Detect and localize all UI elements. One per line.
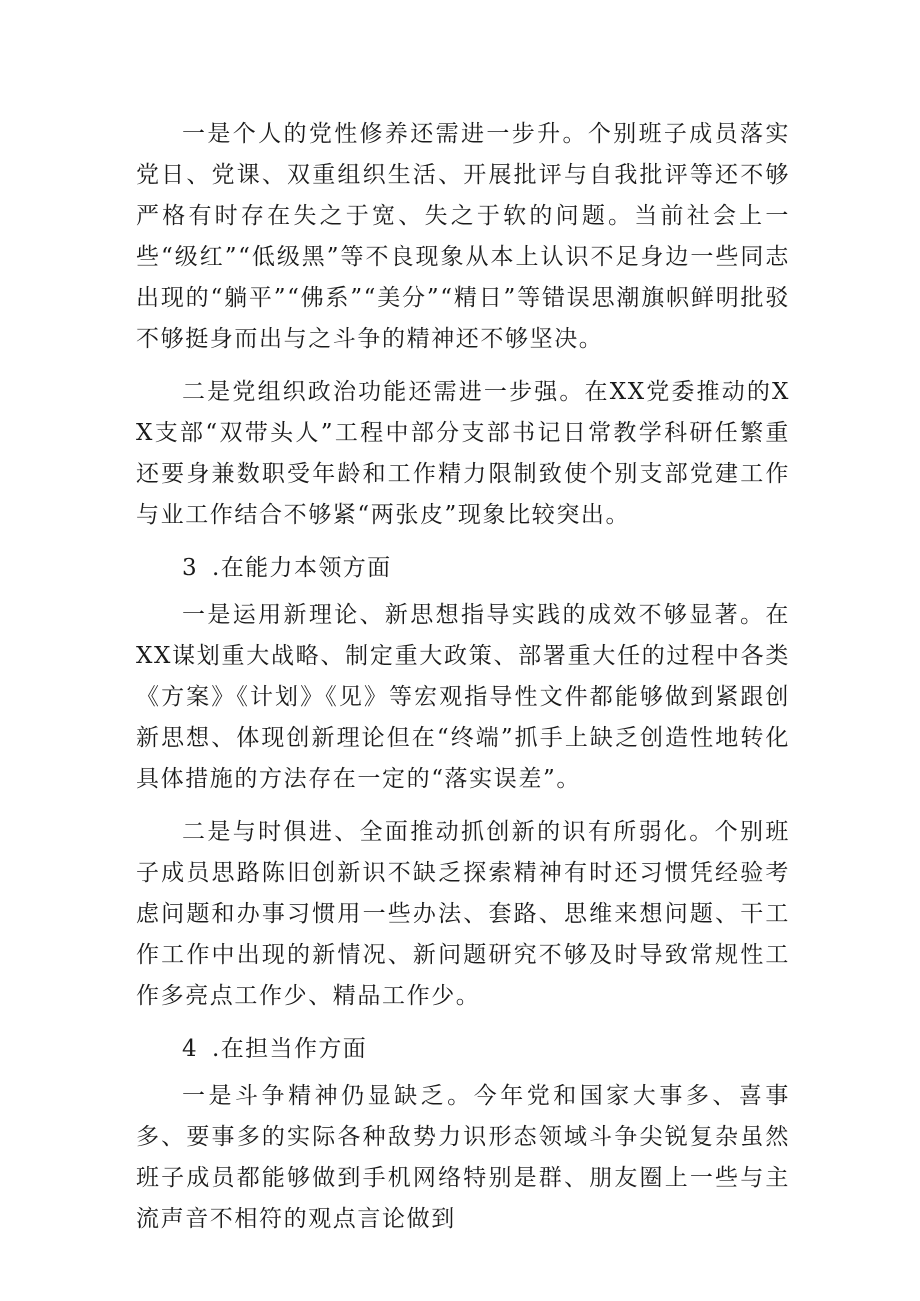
section-heading-responsibility: [136, 1029, 790, 1070]
section-number: 3: [182, 555, 199, 581]
paragraph-new-theory: 一是运用新理论、新思想指导实践的成效不够显著。在XX谋划重大战略、制定重大政策、部署重大任的过程中各类《方案》《计划》《见》等宏观指导性文件都能够做到紧跟创新思想、体现创新理论但在“终端”抓手上缺乏创造性地转化具体措施的方法存在一定的“落实误差”。: [136, 602, 790, 792]
paragraph-party-cultivation: 一是个人的党性修养还需进一步升。个别班子成员落实党日、党课、双重组织生活、开展批评与自我批评等还不够严格有时存在失之于宽、失之于软的问题。当前社会上一些“级红”“低级黑”等不良现象从本上认识不足身边一些同志出现的“躺平”“佛系”“美分”“精日”等错误思潮旗帜鲜明批驳不够挺身而出与之斗争的精神还不够坚决。: [136, 121, 790, 352]
document-body: [136, 114, 790, 1252]
section-heading-ability: [136, 548, 790, 589]
paragraph-party-organization: 二是党组织政治功能还需进一步强。在XX党委推动的XX支部“双带头人”工程中部分支部书记日常教学科研任繁重还要身兼数职受年龄和工作精力限制致使个别支部党建工作与业工作结合不够紧“两张皮”现象比较突出。: [136, 379, 790, 528]
section-title: .在能力本领方面: [212, 555, 392, 581]
paragraph-struggle-spirit: 一是斗争精神仍显缺乏。今年党和国家大事多、喜事多、要事多的实际各种敌势力识形态领域斗争尖锐复杂虽然班子成员都能够做到手机网络特别是群、朋友圈上一些与主流声音不相符的观点言论做到: [136, 1083, 790, 1232]
paragraph-innovation: 二是与时俱进、全面推动抓创新的识有所弱化。个别班子成员思路陈旧创新识不缺乏探索精神有时还习惯凭经验考虑问题和办事习惯用一些办法、套路、思维来想问题、干工作工作中出现的新情况、新问题研究不够及时导致常规性工作多亮点工作少、精品工作少。: [136, 819, 790, 1009]
section-number: 4: [182, 1036, 199, 1062]
section-title: .在担当作方面: [212, 1036, 368, 1062]
